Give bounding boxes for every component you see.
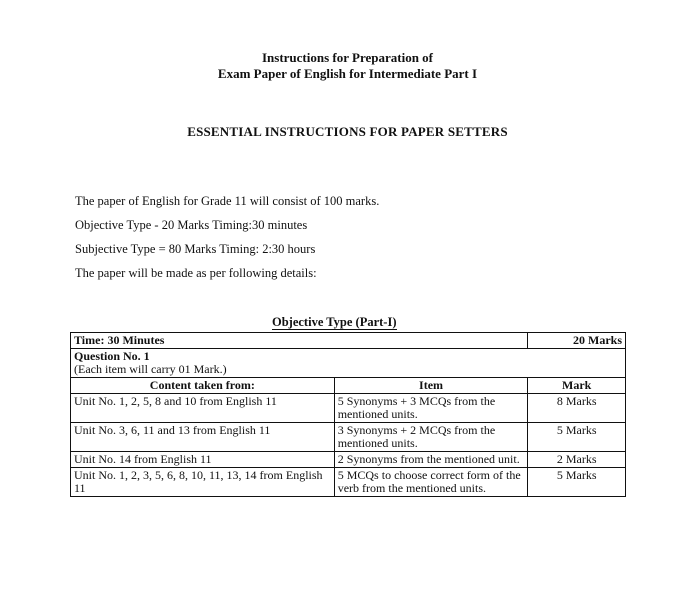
header-mark: Mark (528, 378, 626, 394)
table-header-row (71, 378, 626, 394)
table-row (71, 452, 626, 468)
detail-line: Subjective Type = 80 Marks Timing: 2:30 hours (75, 242, 316, 256)
section-heading: ESSENTIAL INSTRUCTIONS FOR PAPER SETTERS (187, 124, 508, 139)
table-row (71, 349, 626, 378)
detail-line: The paper will be made as per following details: (75, 266, 317, 280)
mark-cell: 8 Marks (528, 394, 626, 423)
item-cell: 3 Synonyms + 2 MCQs from the mentioned units. (334, 423, 528, 452)
content-cell: Unit No. 3, 6, 11 and 13 from English 11 (71, 423, 335, 452)
question-note: (Each item will carry 01 Mark.) (74, 362, 227, 376)
content-cell: Unit No. 1, 2, 3, 5, 6, 8, 10, 11, 13, 14 from English 11 (71, 468, 335, 497)
detail-line: Objective Type - 20 Marks Timing:30 minutes (75, 218, 308, 232)
question-label: Question No. 1 (74, 349, 150, 363)
header-content: Content taken from: (71, 378, 335, 394)
mark-cell: 5 Marks (528, 468, 626, 497)
table-caption (272, 315, 397, 330)
time-cell: Time: 30 Minutes (71, 333, 528, 349)
content-cell: Unit No. 1, 2, 5, 8 and 10 from English 11 (71, 394, 335, 423)
item-cell: 2 Synonyms from the mentioned unit. (334, 452, 528, 468)
table-row (71, 333, 626, 349)
table-row (71, 423, 626, 452)
paper-details (75, 189, 379, 285)
title-line-1: Instructions for Preparation of (261, 50, 434, 65)
title-line-2: Exam Paper of English for Intermediate Part I (217, 66, 478, 81)
table-caption-text: Objective Type (Part-I) (272, 315, 397, 329)
detail-line: The paper of English for Grade 11 will consist of 100 marks. (75, 194, 380, 208)
item-cell: 5 MCQs to choose correct form of the verb from the mentioned units. (334, 468, 528, 497)
item-cell: 5 Synonyms + 3 MCQs from the mentioned units. (334, 394, 528, 423)
table-row (71, 468, 626, 497)
mark-cell: 5 Marks (528, 423, 626, 452)
total-marks-cell: 20 Marks (528, 333, 626, 349)
content-cell: Unit No. 14 from English 11 (71, 452, 335, 468)
question-cell (71, 349, 626, 378)
header-item: Item (334, 378, 528, 394)
objective-table (70, 332, 626, 497)
mark-cell: 2 Marks (528, 452, 626, 468)
table-row (71, 394, 626, 423)
